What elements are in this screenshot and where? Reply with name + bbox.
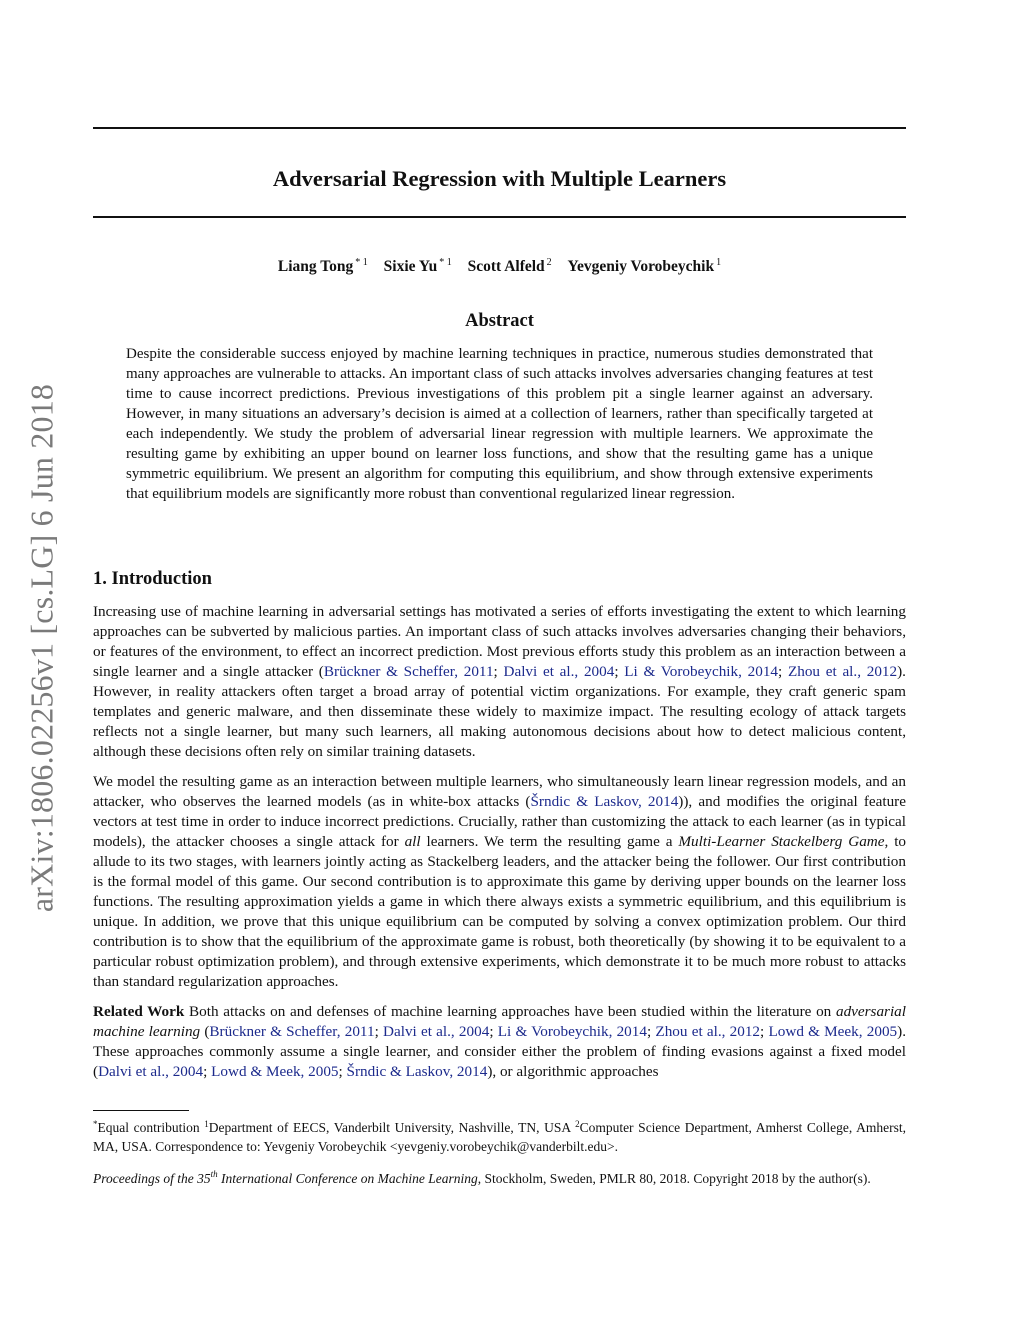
text: ; bbox=[778, 663, 788, 680]
affiliation-mark: 1 bbox=[716, 257, 722, 268]
header-rule-bottom bbox=[93, 216, 906, 218]
proceedings-note bbox=[93, 1165, 906, 1188]
paragraph bbox=[93, 602, 906, 762]
paragraph bbox=[93, 772, 906, 992]
citation-link[interactable]: Dalvi et al., 2004 bbox=[383, 1023, 490, 1040]
author-list bbox=[93, 252, 906, 278]
affiliation-mark: * 1 bbox=[439, 257, 452, 268]
text: ; bbox=[338, 1063, 347, 1080]
proceedings-venue: Proceedings of the 35th International Conference on Machine Learning bbox=[93, 1169, 478, 1186]
emphasis: adversarial machine learning bbox=[93, 1003, 906, 1040]
citation-link[interactable]: Lowd & Meek, 2005 bbox=[211, 1063, 339, 1080]
citation-link[interactable]: Dalvi et al., 2004 bbox=[98, 1063, 204, 1080]
affiliation-mark: 2 bbox=[546, 257, 552, 268]
citation-link[interactable]: Lowd & Meek, 2005 bbox=[768, 1023, 898, 1040]
author-name: Yevgeniy Vorobeychik bbox=[567, 258, 715, 275]
affiliation-mark: * 1 bbox=[355, 257, 368, 268]
footnote-mark: 2 bbox=[575, 1119, 580, 1129]
author bbox=[568, 258, 722, 275]
text: , Stockholm, Sweden, PMLR 80, 2018. Copyright 2018 by the author(s). bbox=[477, 1171, 871, 1186]
citation-link[interactable]: Li & Vorobeychik, 2014 bbox=[624, 663, 779, 680]
citation-link[interactable]: Li & Vorobeychik, 2014 bbox=[497, 1023, 647, 1040]
paper-title: Adversarial Regression with Multiple Learners bbox=[272, 166, 727, 191]
text: ; bbox=[760, 1023, 769, 1040]
abstract-text: Despite the considerable success enjoyed by machine learning techniques in practice, numerous studies demonstrated that many approaches are vulnerable to attacks. An important class of such attacks involves adversaries changing features at test time to cause incorrect predictions. Previous investigations of this problem pit a single learner against an adversary. However, in many situations an adversary’s decision is aimed at a collection of learners, rather than specifically targeted at each independently. We study the problem of adversarial linear regression with multiple learners. We approximate the resulting game by exhibiting an upper bound on learner loss functions, and show that the resulting game has a unique symmetric equilibrium. We present an algorithm for computing this equilibrium, and show through extensive experiments that equilibrium models are significantly more robust than conventional regularized linear regression. bbox=[126, 346, 873, 502]
emphasis: all bbox=[404, 833, 421, 850]
text: ( bbox=[200, 1023, 210, 1040]
text: Department of EECS, Vanderbilt University, Nashville, TN, USA bbox=[208, 1120, 576, 1135]
introduction-body bbox=[93, 602, 906, 1092]
text: ; bbox=[646, 1023, 656, 1040]
related-work-label: Related Work bbox=[93, 1003, 185, 1020]
text: We model the resulting game as an interaction between multiple learners, who simultaneously learn linear regression models, and an attacker, who observes the learned models (as in white-box attacks ( bbox=[93, 773, 906, 810]
author-name: Liang Tong bbox=[277, 258, 354, 275]
footnote-rule bbox=[93, 1110, 189, 1111]
text: ; bbox=[489, 1023, 498, 1040]
text: )), and modifies the original feature vectors at test time in order to induce incorrect predictions. Crucially, rather than customizing the attack to each learner (as in typical models), the attacker chooses a single attack for bbox=[93, 793, 906, 850]
abstract-heading: Abstract bbox=[465, 311, 534, 331]
author bbox=[278, 258, 368, 275]
text: Computer Science Department, Amherst College, Amherst, MA, USA. Correspondence to: Yevgeniy Vorobeychik <yevgeniy.vorobeychik@vanderbilt.edu>. bbox=[93, 1120, 906, 1154]
text: Both attacks on and defenses of machine learning approaches have been studied within the literature on bbox=[184, 1003, 836, 1020]
text: ; bbox=[614, 663, 625, 680]
footnote-mark: * bbox=[93, 1119, 98, 1129]
footnote-mark: 1 bbox=[204, 1119, 209, 1129]
emphasis: Multi-Learner Stackelberg Game bbox=[678, 833, 885, 850]
citation-link[interactable]: Zhou et al., 2012 bbox=[655, 1023, 761, 1040]
arxiv-identifier: arXiv:1806.02256v1 [cs.LG] 6 Jun 2018 bbox=[23, 383, 60, 913]
citation-link[interactable]: Šrndic & Laskov, 2014 bbox=[530, 793, 679, 810]
footnotes bbox=[93, 1115, 906, 1156]
text: learners. We term the resulting game a bbox=[420, 833, 679, 850]
text: ). However, in reality attackers often target a broad array of potential victim organizations. For example, they craft generic spam templates and generic malware, and then disseminate these widely to maximize impact. The resulting ecology of attack targets reflects not a single learner, but many such learners, all making autonomous decisions about how to detect malicious content, although these decisions often rely on similar training datasets. bbox=[93, 663, 906, 760]
author bbox=[384, 258, 452, 275]
text: ), or algorithmic approaches bbox=[487, 1063, 659, 1080]
citation-link[interactable]: Šrndic & Laskov, 2014 bbox=[346, 1063, 488, 1080]
text: ; bbox=[374, 1023, 384, 1040]
citation-link[interactable]: Brückner & Scheffer, 2011 bbox=[209, 1023, 375, 1040]
citation-link[interactable]: Zhou et al., 2012 bbox=[787, 663, 898, 680]
citation-link[interactable]: Brückner & Scheffer, 2011 bbox=[323, 663, 494, 680]
paragraph bbox=[93, 1002, 906, 1082]
header-rule-top bbox=[93, 127, 906, 129]
text: Equal contribution bbox=[97, 1120, 205, 1135]
author-name: Scott Alfeld bbox=[467, 258, 545, 275]
section-heading-introduction: 1. Introduction bbox=[93, 569, 212, 589]
text: , to allude to its two stages, with learners jointly acting as Stackelberg leaders, and the attacker being the follower. Our first contribution is the formal model of this game. Our second contribution is to approximate this game by deriving upper bounds on the learner loss functions. The resulting approximation yields a game in which there always exists a symmetric equilibrium, and this equilibrium is unique. In addition, we prove that this unique equilibrium can be computed by solving a convex optimization problem. Our third contribution is to show that the equilibrium of the approximate game is robust, both theoretically (by showing it to be equivalent to a particular robust optimization problem), and through extensive experiments, which demonstrate it to be much more robust to attacks than standard regularization approaches. bbox=[93, 833, 907, 990]
text: Increasing use of machine learning in adversarial settings has motivated a series of efforts investigating the extent to which learning approaches can be subverted by malicious parties. An important class of such attacks involves adversaries changing their behaviors, or features of the environment, to effect an incorrect prediction. Most previous efforts study this problem as an interaction between a single learner and a single attacker ( bbox=[93, 603, 906, 680]
text: ). These approaches commonly assume a single learner, and consider either the problem of finding evasions against a fixed model ( bbox=[93, 1023, 906, 1080]
citation-link[interactable]: Dalvi et al., 2004 bbox=[503, 663, 615, 680]
text: ; bbox=[203, 1063, 212, 1080]
text: ; bbox=[493, 663, 504, 680]
author-name: Sixie Yu bbox=[383, 258, 438, 275]
author bbox=[468, 258, 552, 275]
